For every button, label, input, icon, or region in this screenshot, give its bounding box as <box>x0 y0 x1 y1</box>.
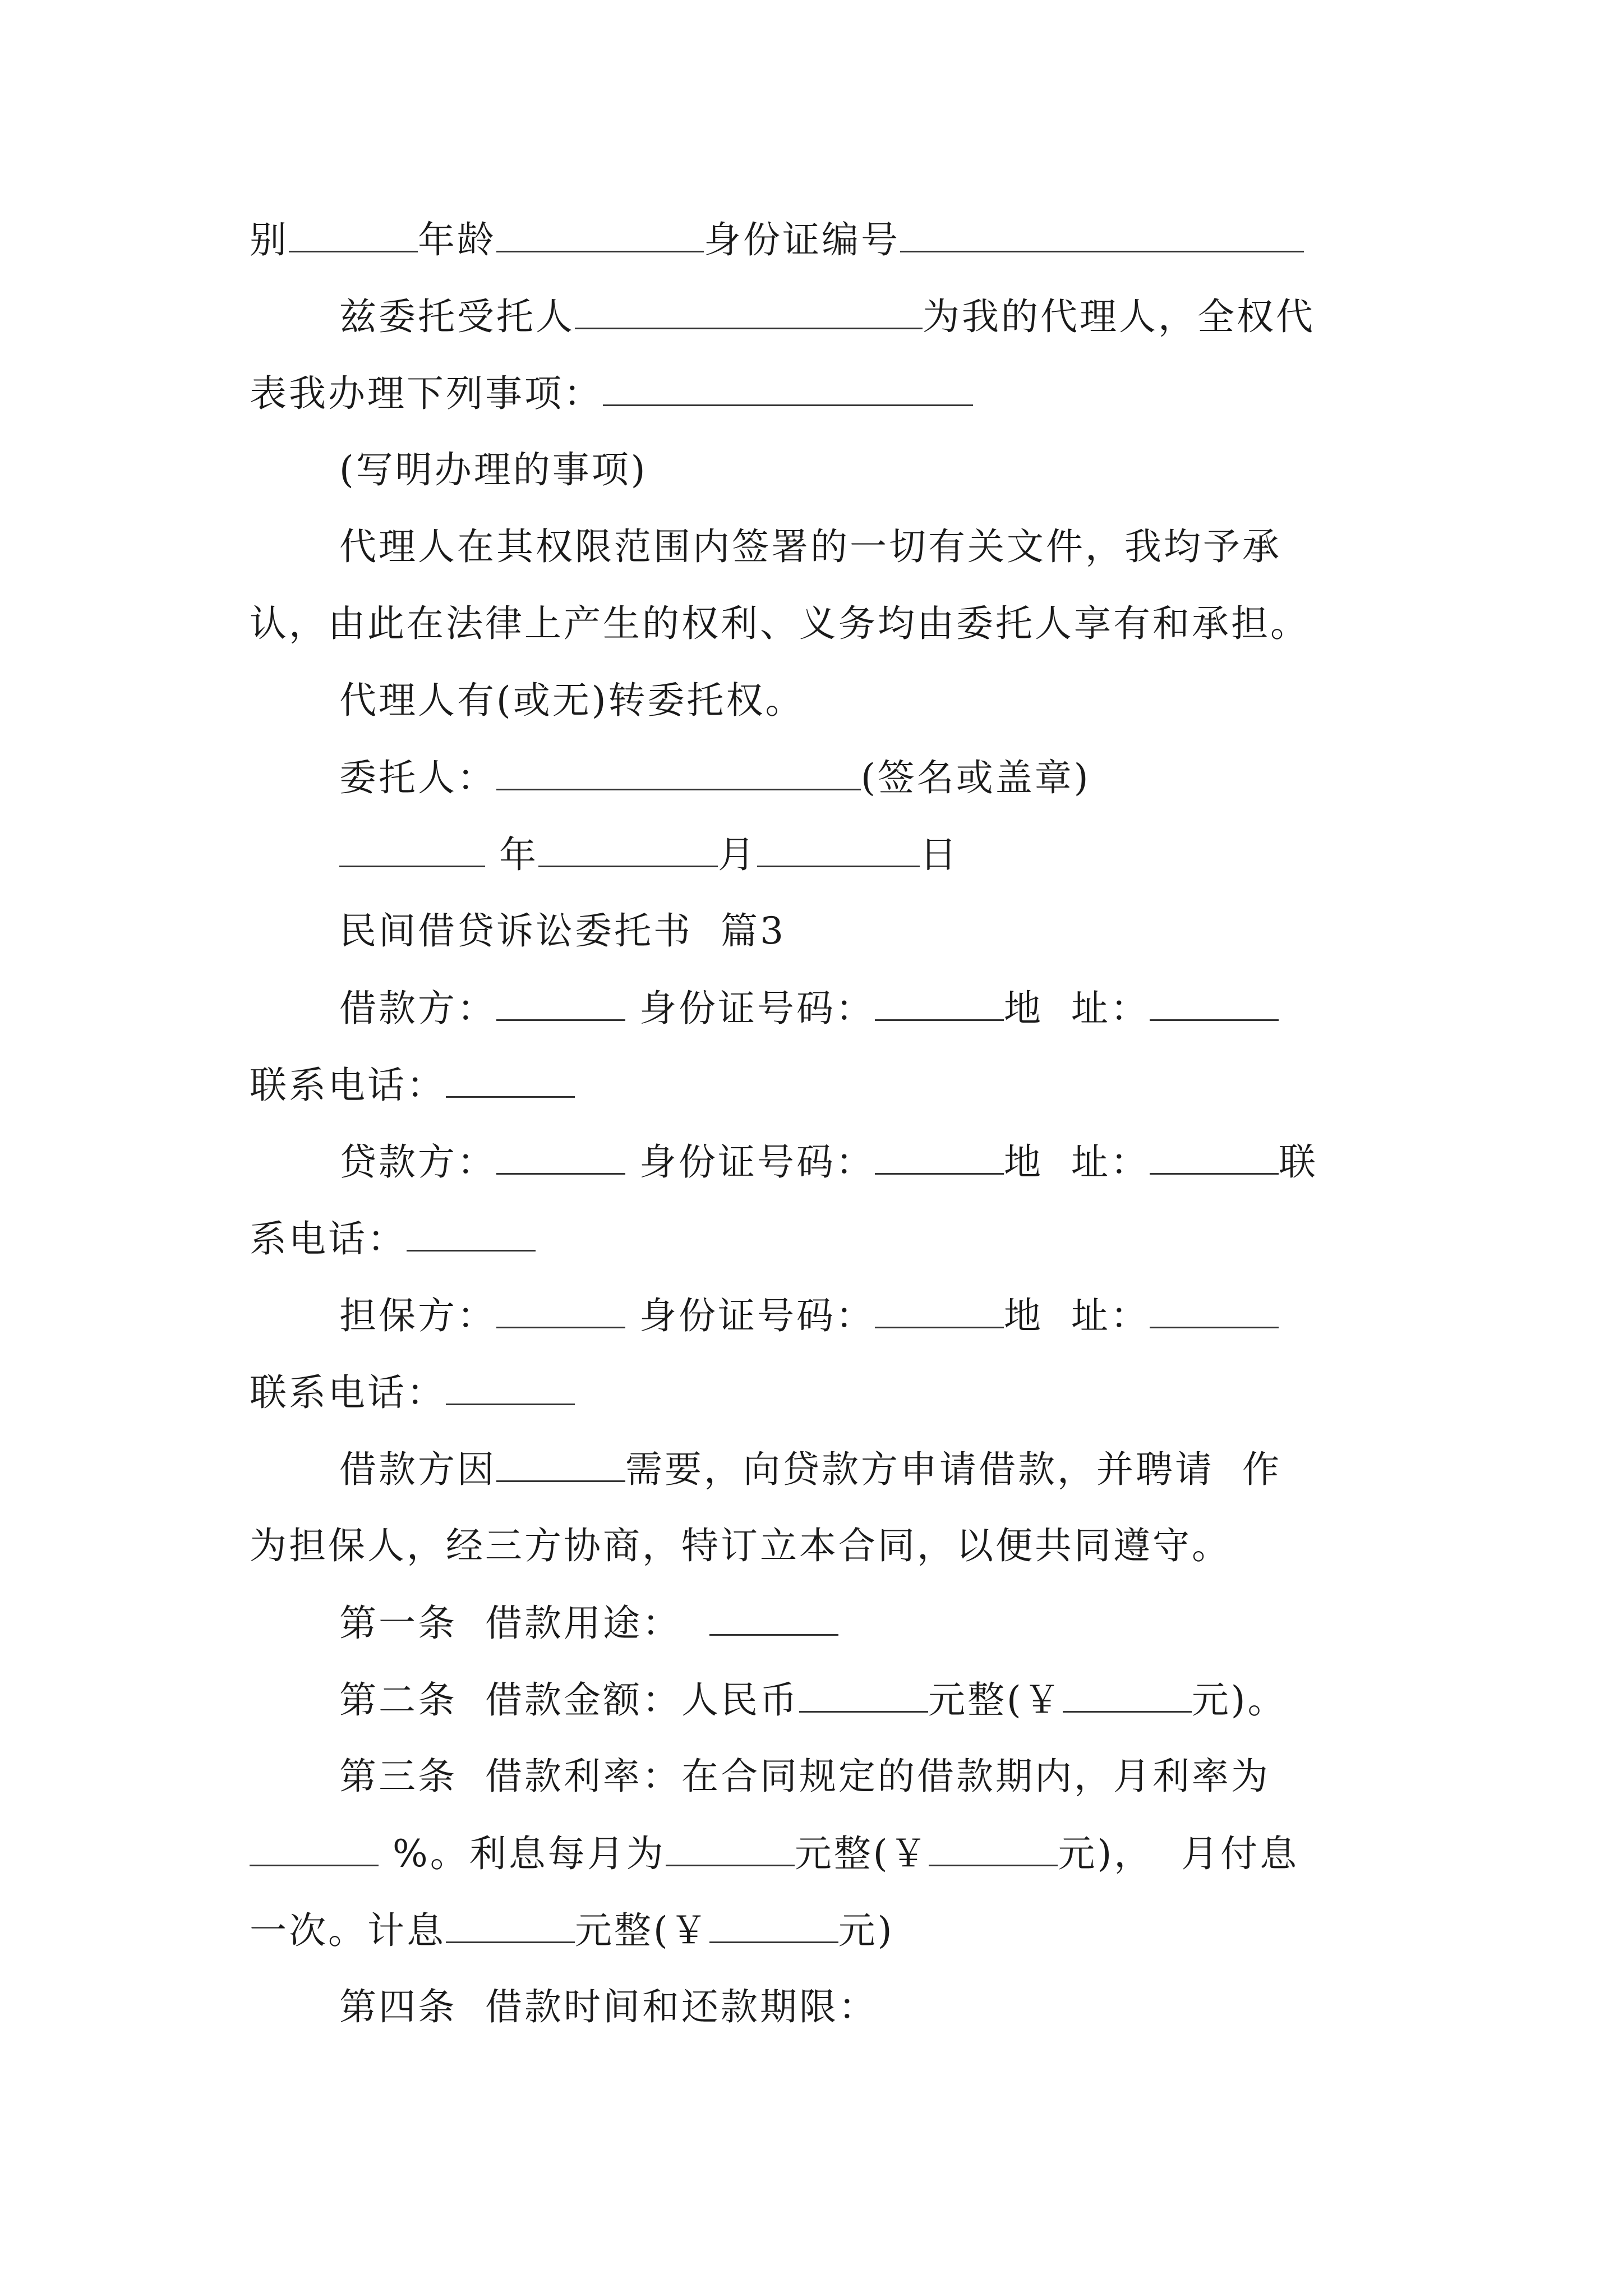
text-segment: 系电话： <box>250 1217 407 1260</box>
text-line <box>339 984 1279 1032</box>
blank-underline <box>289 216 418 252</box>
blank-underline <box>709 1907 838 1943</box>
text-segment: (签名或盖章) <box>861 756 1091 799</box>
text-segment: 联系电话： <box>250 1064 446 1107</box>
text-segment: 联 <box>1278 1140 1318 1184</box>
text-line <box>339 1753 1270 1800</box>
text-segment: 认，由此在法律上产生的权利、义务均由委托人享有和承担。 <box>250 602 1310 645</box>
blank-underline <box>799 1676 928 1713</box>
blank-underline <box>709 1599 838 1636</box>
blank-underline <box>603 370 973 406</box>
text-line <box>250 1215 536 1263</box>
blank-underline <box>446 1907 575 1943</box>
text-segment: 月 <box>717 833 757 876</box>
text-segment: 地 址： <box>1003 987 1150 1030</box>
text-segment: 兹委托受托人 <box>339 295 575 338</box>
blank-underline <box>900 216 1304 252</box>
blank-underline <box>575 293 923 329</box>
blank-underline <box>339 831 485 867</box>
text-segment: 身份证号码： <box>625 1140 875 1184</box>
blank-underline <box>446 1369 575 1405</box>
text-segment: 地 址： <box>1003 1294 1150 1337</box>
blank-underline <box>496 1292 625 1328</box>
text-segment: 第二条 借款金额：人民币 <box>339 1678 799 1722</box>
blank-underline <box>496 754 861 790</box>
text-line <box>250 1369 575 1416</box>
text-segment: 元整(￥ <box>794 1832 929 1875</box>
blank-underline <box>875 984 1004 1021</box>
text-segment: 身份证号码： <box>625 1294 875 1337</box>
text-segment: 借款方： <box>339 987 496 1030</box>
blank-underline <box>538 831 718 867</box>
text-line <box>339 754 1091 802</box>
blank-underline <box>446 1061 575 1098</box>
text-line <box>339 293 1315 341</box>
text-segment: 为担保人，经三方协商，特订立本合同，以便共同遵守。 <box>250 1524 1231 1567</box>
text-line <box>339 1984 878 2031</box>
text-line <box>250 1061 575 1109</box>
text-segment: 贷款方： <box>339 1140 496 1184</box>
section-heading <box>339 908 786 955</box>
text-segment: 元整(￥ <box>928 1678 1063 1722</box>
blank-underline <box>757 831 920 867</box>
blank-underline <box>666 1830 795 1866</box>
text-segment: 别 <box>250 218 289 261</box>
text-line <box>250 1522 1231 1570</box>
text-line <box>250 600 1310 647</box>
text-line <box>339 1138 1318 1186</box>
text-segment: 代理人在其权限范围内签署的一切有关文件，我均予承 <box>339 525 1281 568</box>
text-line <box>250 370 973 417</box>
text-segment: 地 址： <box>1003 1140 1150 1184</box>
text-line <box>339 523 1281 570</box>
text-line <box>339 831 959 878</box>
text-segment: 身份证编号 <box>704 218 900 261</box>
text-segment: (写明办理的事项) <box>339 448 648 491</box>
text-segment: 元)， 月付息 <box>1058 1832 1299 1875</box>
text-segment: 联系电话： <box>250 1371 446 1414</box>
text-segment: 年龄 <box>418 218 496 261</box>
text-line <box>250 1907 895 1954</box>
text-line <box>339 1676 1287 1724</box>
text-segment: 第四条 借款时间和还款期限： <box>339 1985 878 2028</box>
blank-underline <box>407 1215 536 1251</box>
text-segment: 担保方： <box>339 1294 496 1337</box>
text-segment: 日 <box>919 833 959 876</box>
blank-underline <box>496 1138 625 1175</box>
blank-underline <box>875 1292 1004 1328</box>
text-segment: 第三条 借款利率：在合同规定的借款期内，月利率为 <box>339 1755 1270 1798</box>
text-segment: 为我的代理人，全权代 <box>923 295 1315 338</box>
text-segment: 表我办理下列事项： <box>250 372 603 415</box>
text-segment: %。利息每月为 <box>379 1832 666 1875</box>
blank-underline <box>929 1830 1058 1866</box>
blank-underline <box>1150 1292 1279 1328</box>
blank-underline <box>496 1446 625 1482</box>
blank-underline <box>1063 1676 1192 1713</box>
blank-underline <box>1150 1138 1279 1175</box>
text-segment: 一次。计息 <box>250 1909 446 1952</box>
text-line <box>250 1830 1299 1878</box>
text-line <box>250 216 1304 264</box>
blank-underline <box>496 984 625 1021</box>
text-segment: 身份证号码： <box>625 987 875 1030</box>
text-line <box>339 447 648 494</box>
text-line <box>339 1446 1281 1493</box>
text-segment: 第一条 借款用途： <box>339 1602 709 1645</box>
text-segment: 元) <box>838 1909 895 1952</box>
text-segment: 民间借贷诉讼委托书 篇3 <box>339 909 786 953</box>
text-line <box>339 677 805 724</box>
blank-underline <box>496 216 704 252</box>
text-line <box>339 1292 1279 1340</box>
text-segment: 需要，向贷款方申请借款，并聘请 作 <box>625 1448 1281 1491</box>
blank-underline <box>1150 984 1279 1021</box>
text-line <box>339 1599 838 1647</box>
text-segment: 借款方因 <box>339 1448 496 1491</box>
text-segment: 元)。 <box>1191 1678 1287 1722</box>
text-segment: 代理人有(或无)转委托权。 <box>339 679 805 722</box>
text-segment: 年 <box>485 833 538 876</box>
text-segment: 元整(￥ <box>575 1909 709 1952</box>
text-segment: 委托人： <box>339 756 496 799</box>
blank-underline <box>250 1830 379 1866</box>
blank-underline <box>875 1138 1004 1175</box>
